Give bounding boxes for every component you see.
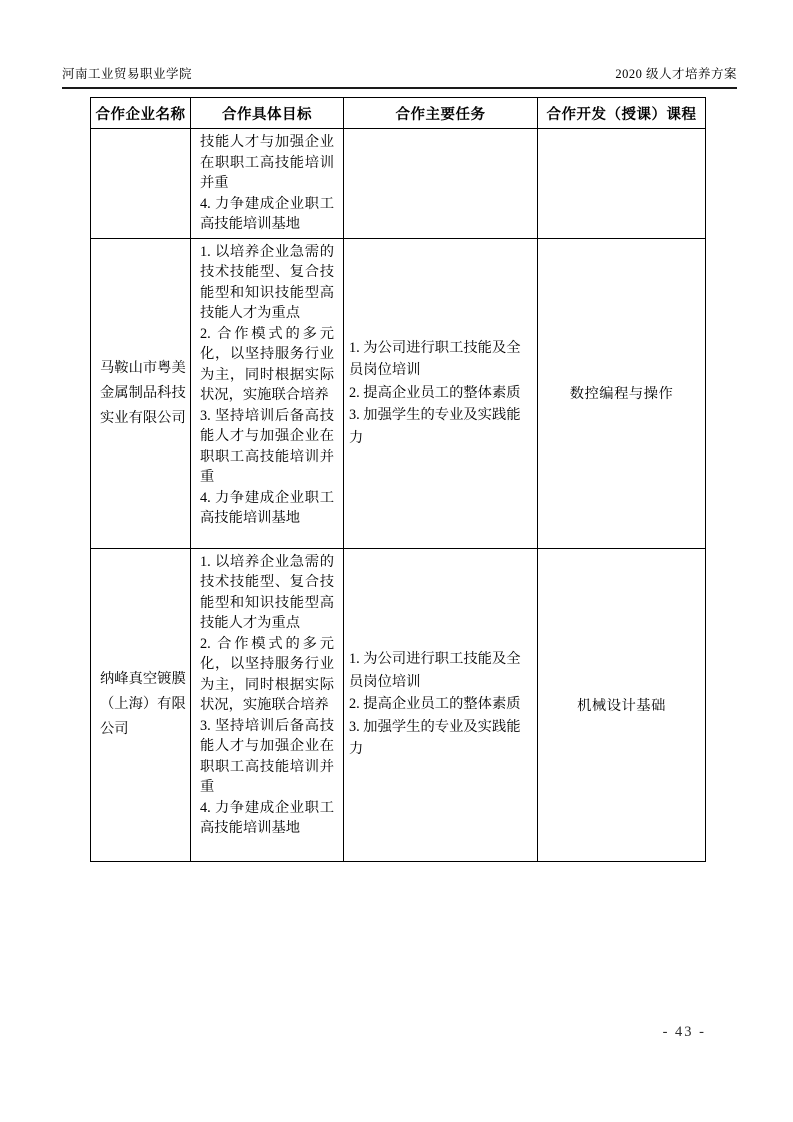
task-item: 1. 为公司进行职工技能及全员岗位培训 <box>349 651 521 690</box>
page-number: - 43 - <box>662 1024 706 1040</box>
goals-cell <box>191 238 344 548</box>
tasks-cell <box>344 129 538 239</box>
column-header-2: 合作具体目标 <box>191 98 344 129</box>
task-item: 1. 为公司进行职工技能及全员岗位培训 <box>349 339 521 379</box>
page-header <box>62 64 737 89</box>
course-cell <box>538 129 706 239</box>
table-header-row <box>91 98 706 129</box>
company-cell <box>91 129 191 239</box>
goal-item: 3. 坚持培训后备高技能人才与加强企业在职职工高技能培训并重 <box>200 717 334 795</box>
column-header-4: 合作开发（授课）课程 <box>538 98 706 129</box>
task-item: 2. 提高企业员工的整体素质 <box>349 696 521 713</box>
goal-item: 2. 合作模式的多元化，以坚持服务行业为主，同时根据实际状况，实施联合培养 <box>200 325 334 403</box>
course-cell: 机械设计基础 <box>538 548 706 861</box>
task-item: 2. 提高企业员工的整体素质 <box>349 384 521 401</box>
column-header-3: 合作主要任务 <box>344 98 538 129</box>
goal-item: 1. 以培养企业急需的技术技能型、复合技能型和知识技能型高技能人才为重点 <box>200 243 334 321</box>
goal-item: 2. 合作模式的多元化，以坚持服务行业为主，同时根据实际状况，实施联合培养 <box>200 635 334 713</box>
task-item: 3. 加强学生的专业及实践能力 <box>349 718 521 758</box>
goal-item: 技能人才与加强企业在职职工高技能培训并重 <box>200 134 334 191</box>
goal-item: 4. 力争建成企业职工高技能培训基地 <box>200 489 334 526</box>
header-doc-title: 2020 级人才培养方案 <box>615 67 737 81</box>
tasks-cell <box>344 238 538 548</box>
goal-item: 4. 力争建成企业职工高技能培训基地 <box>200 195 334 232</box>
table-row <box>91 548 706 861</box>
cooperation-table <box>90 97 706 862</box>
goals-cell <box>191 548 344 861</box>
company-cell: 马鞍山市粤美金属制品科技实业有限公司 <box>91 238 191 548</box>
header-school-name: 河南工业贸易职业学院 <box>62 67 193 81</box>
goal-item: 4. 力争建成企业职工高技能培训基地 <box>200 799 334 836</box>
table-row <box>91 129 706 239</box>
tasks-cell <box>344 548 538 861</box>
goal-item: 1. 以培养企业急需的技术技能型、复合技能型和知识技能型高技能人才为重点 <box>200 553 334 631</box>
table-row <box>91 238 706 548</box>
course-cell: 数控编程与操作 <box>538 238 706 548</box>
company-cell: 纳峰真空镀膜（上海）有限公司 <box>91 548 191 861</box>
column-header-1: 合作企业名称 <box>91 98 191 129</box>
goal-item: 3. 坚持培训后备高技能人才与加强企业在职职工高技能培训并重 <box>200 407 334 485</box>
task-item: 3. 加强学生的专业及实践能力 <box>349 407 521 446</box>
goals-cell <box>191 129 344 239</box>
